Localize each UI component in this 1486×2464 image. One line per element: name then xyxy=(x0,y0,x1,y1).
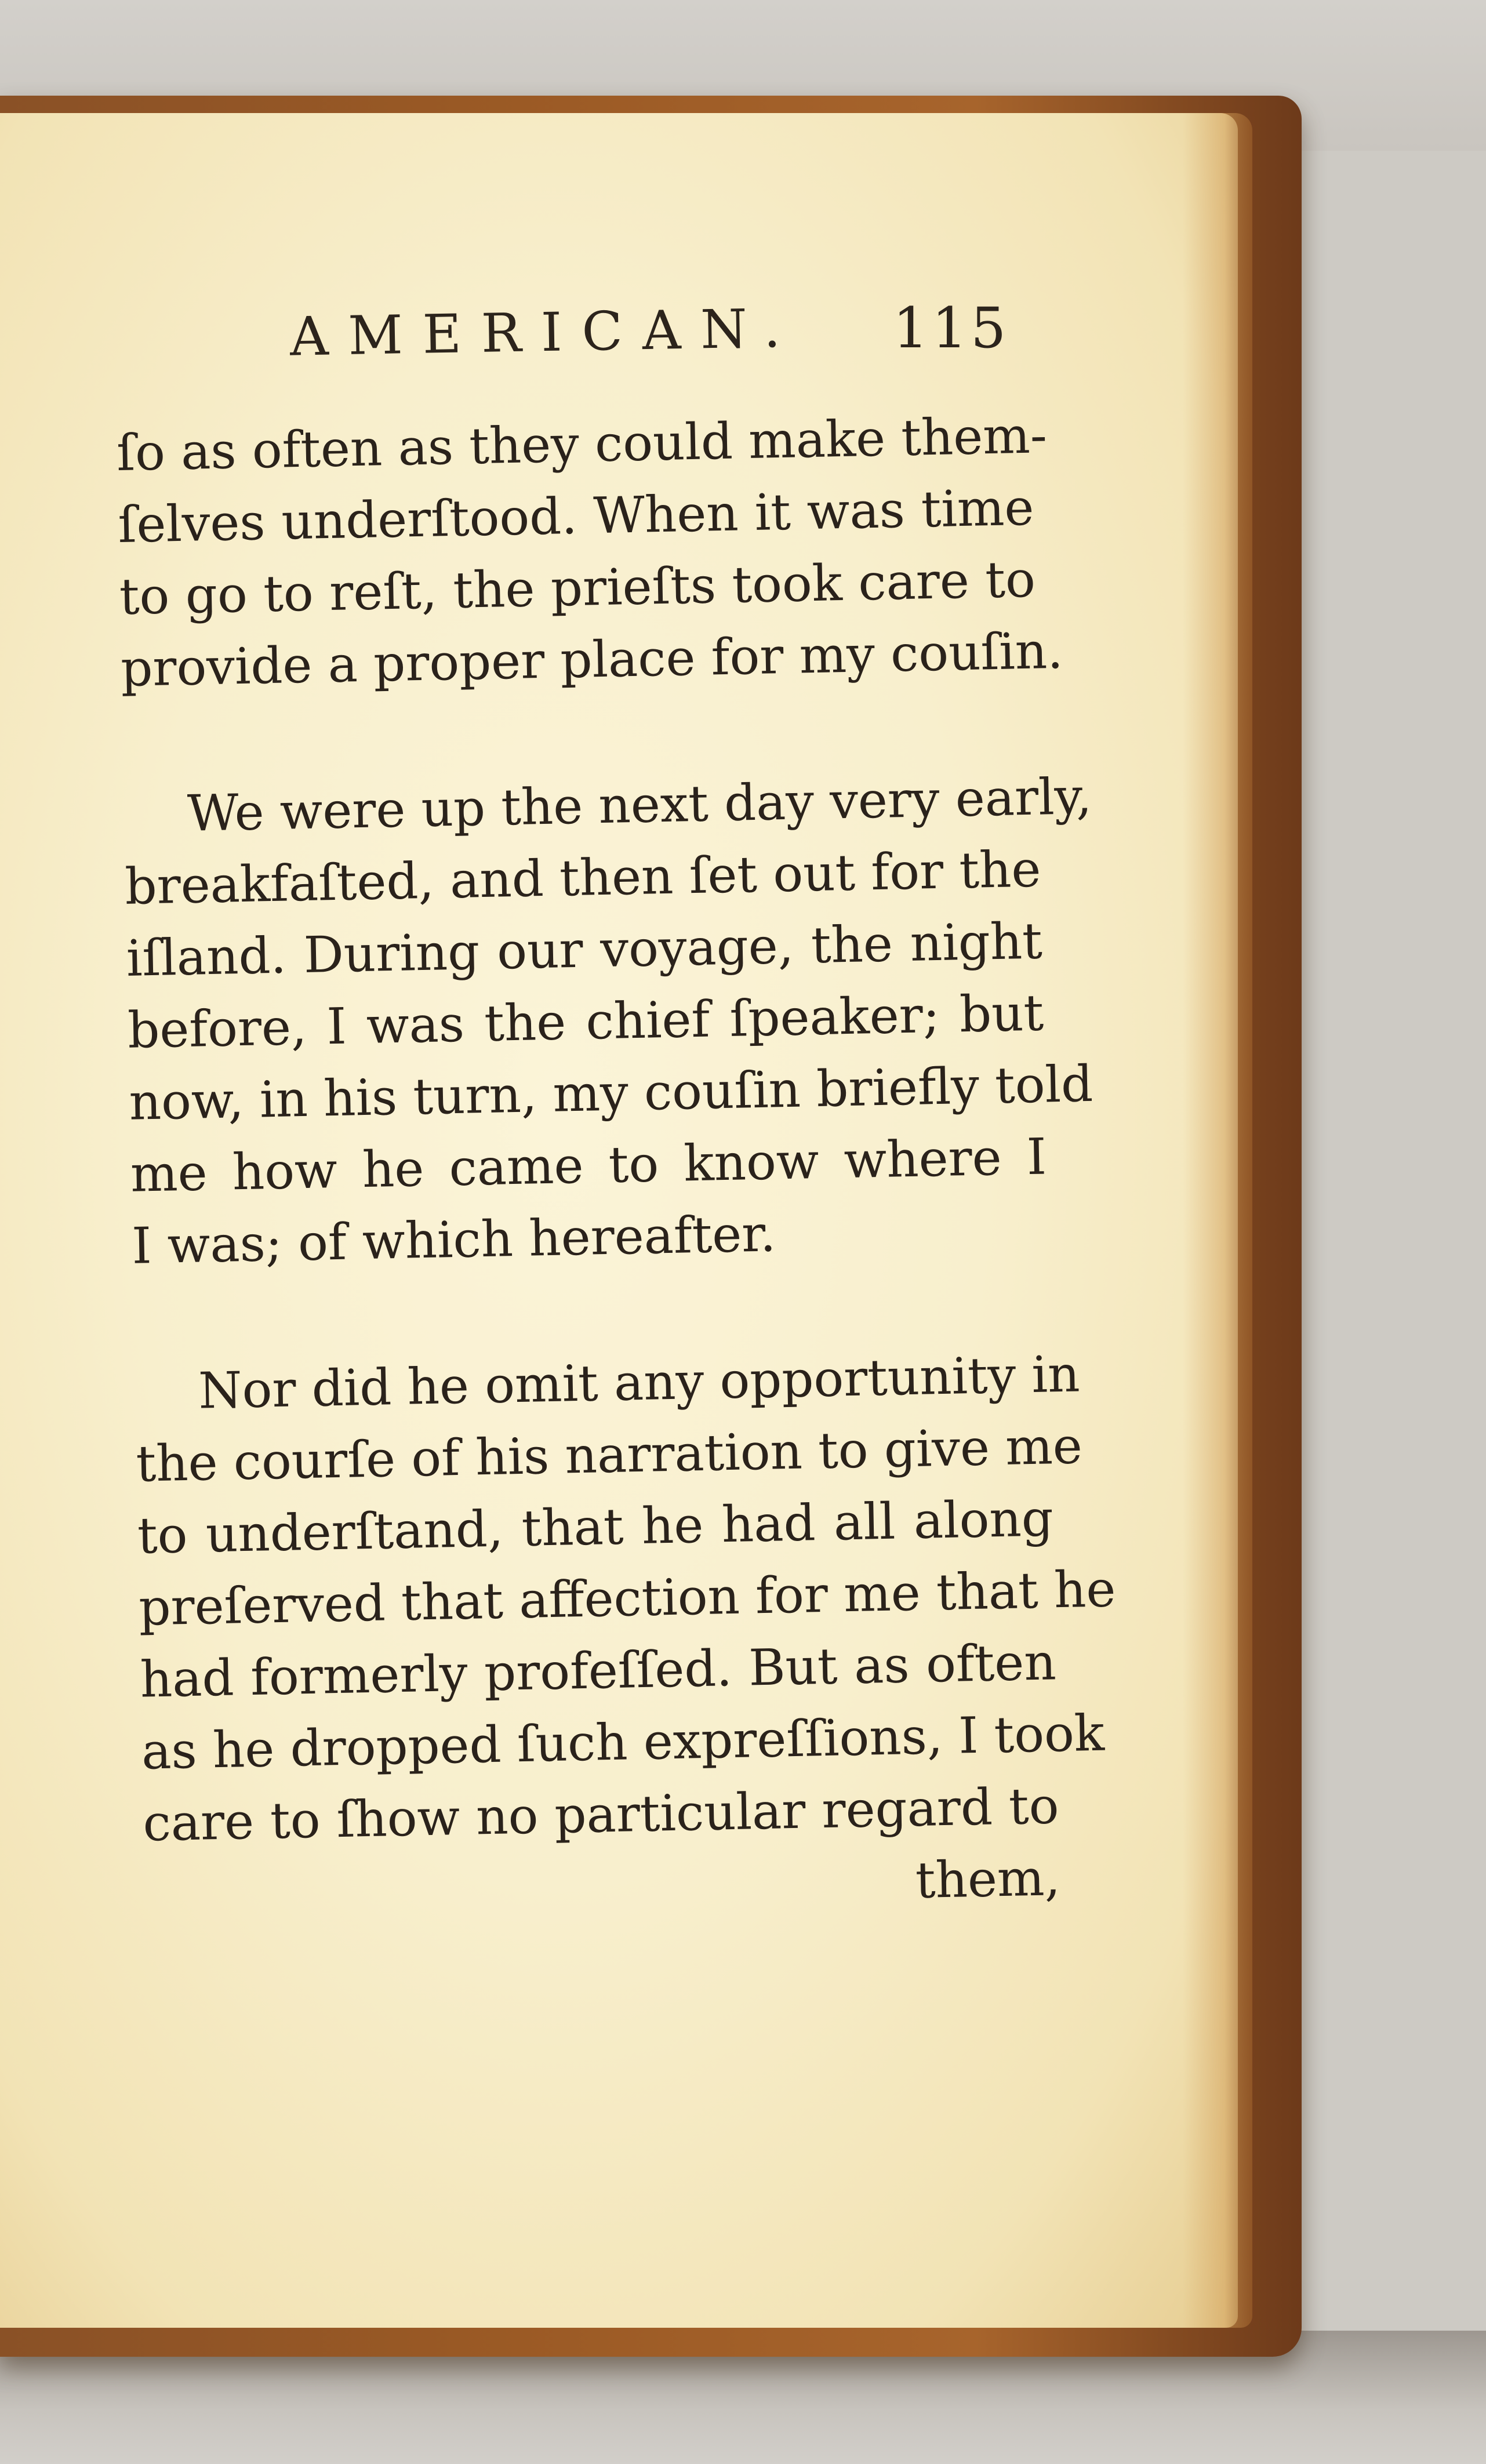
text-line: to go to reſt, the prieſts took care to xyxy=(118,550,1036,626)
paragraph-3 xyxy=(134,1339,1117,1931)
page-number: 115 xyxy=(893,296,1010,361)
text-line: ſo as often as they could make them- xyxy=(116,406,1048,482)
text-line: ſelves underſtood. When it was time xyxy=(117,478,1035,554)
text-line: now, in his turn, my couſin briefly told xyxy=(128,1055,1093,1132)
paragraph-1 xyxy=(116,400,1064,705)
text-line: provide a proper place for my couſin. xyxy=(120,622,1064,698)
text-line: iſland. During our voyage, the night xyxy=(125,912,1043,988)
text-line: the courſe of his narration to give me xyxy=(135,1417,1083,1493)
text-line: I was; of which hereafter. xyxy=(131,1205,777,1275)
text-line: to underſtand, that he had all along xyxy=(137,1489,1054,1565)
text-line: had formerly profeſſed. But as often xyxy=(139,1633,1057,1709)
text-line: preſerved that affection for me that he xyxy=(138,1560,1117,1637)
catchword: them, xyxy=(915,1849,1061,1910)
text-line: breakfaſted, and then ſet out for the xyxy=(124,840,1042,916)
body-text xyxy=(116,400,1117,2006)
text-line: care to ſhow no particular regard to xyxy=(142,1777,1060,1853)
page-header xyxy=(116,296,1010,368)
paragraph-2 xyxy=(123,762,1093,1282)
text-line: Nor did he omit any opportunity in xyxy=(198,1345,1081,1420)
page-edge xyxy=(1183,113,1252,2328)
running-head: AMERICAN. xyxy=(289,297,801,368)
text-line: We were up the next day very early, xyxy=(187,767,1092,843)
text-line: before, I was the chief ſpeaker; but xyxy=(127,984,1044,1060)
text-line: as he dropped ſuch expreſſions, I took xyxy=(141,1704,1105,1781)
text-line: me how he came to know where I xyxy=(130,1128,1047,1204)
